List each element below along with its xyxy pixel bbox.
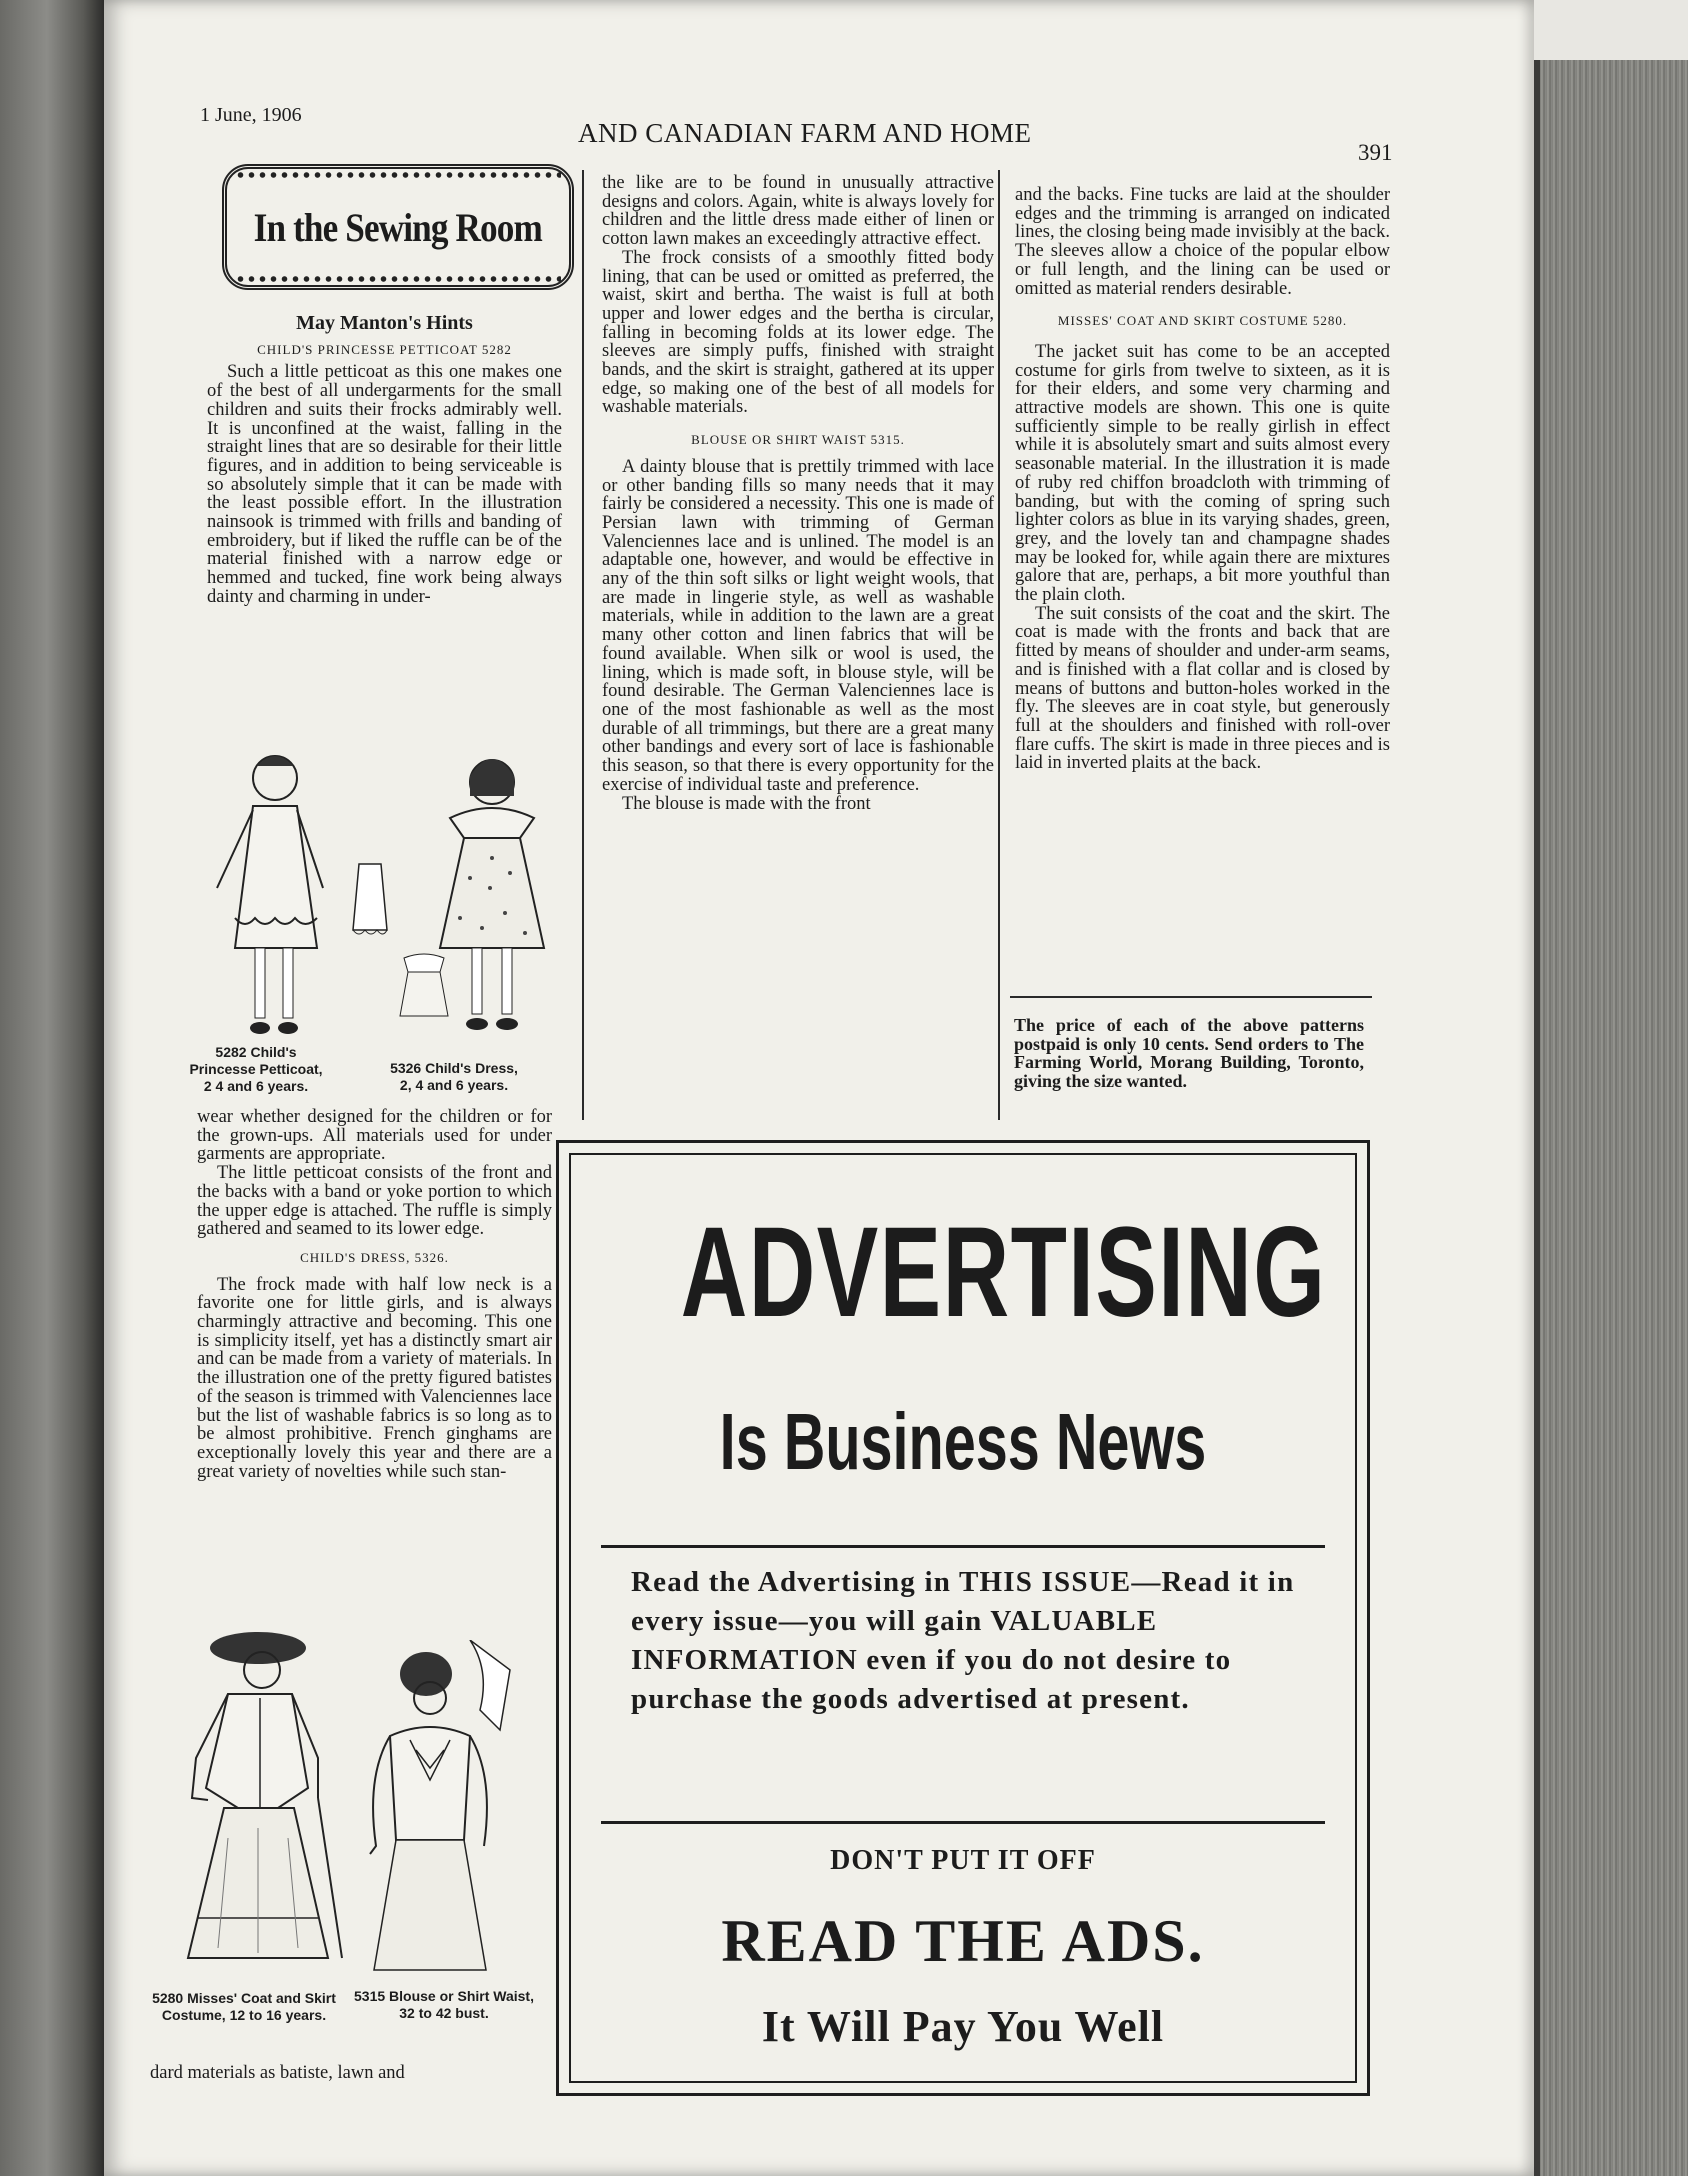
ad-pay-you-well: It Will Pay You Well bbox=[761, 2002, 1165, 2051]
column-1-middle bbox=[197, 1108, 552, 1481]
column-rule-1 bbox=[582, 170, 584, 1120]
illustration-coat-costume-5280 bbox=[168, 1618, 348, 1980]
paragraph-jacket-suit: The jacket suit has come to be an accepted costume for girls from twelve to sixteen, as it is for their elders, and some very charming and attractive models are shown. This one is quite sufficiently simple to be really girlish in effect while it is absolutely smart and suits almost every seasonable material. In the illustration it is made of ruby red chiffon broadcloth with trimming of banding, but with the coming of spring such lighter colors as blue in its varying shades, green, grey, and the lovely tan and champagne shades may be looked for, while again there are mixtures galore that are, perhaps, a bit more youthful than the plain cloth. bbox=[1015, 341, 1390, 606]
paragraph-dress: The frock made with half low neck is a favorite one for little girls, and is always charmingly attractive and becoming. This one is simplicity itself, yet has a distinctly smart air and can be made from a variety of materials. In the illustration one of the pretty figured batistes of the season is trimmed with Valenciennes lace but the list of washable fabrics is so long as to be almost prohibitive. French ginghams are exceptionally lovely this year and there are a great variety of novelties while such stan- bbox=[197, 1274, 552, 1482]
paragraph-attractive-designs: the like are to be found in unusually attractive designs and colors. Again, white is always lovely for children and the little dress made either of linen or cotton lawn makes an exceedingly attractive effect. bbox=[602, 173, 994, 250]
paragraph-standard-materials: dard materials as batiste, lawn and bbox=[150, 2063, 405, 2083]
ad-headline: ADVERTISING bbox=[680, 1201, 1327, 1344]
advertising-box bbox=[556, 1140, 1370, 2096]
paragraph-suit-construction: The suit consists of the coat and the skirt. The coat is made with the fronts and back that are fitted by means of shoulder and under-arm seams, and is finished with a flat collar and is closed by means of buttons and button-holes worked in the fly. The sleeves are in coat style, but generously full at the shoulders and finished with roll-over flare cuffs. The skirt is made in three pieces and is laid in inverted plaits at the back. bbox=[1015, 603, 1390, 774]
ad-rule-bottom bbox=[601, 1821, 1325, 1824]
paragraph-petticoat-construction: The little petticoat consists of the front and the backs with a band or yoke portion to which the upper edge is attached. The ruffle is simply gathered and seamed to its lower edge. bbox=[197, 1163, 552, 1240]
heading-blouse-5315: BLOUSE OR SHIRT WAIST 5315. bbox=[691, 432, 905, 448]
issue-date: 1 June, 1906 bbox=[200, 104, 302, 126]
illustration-blouse-5315 bbox=[360, 1640, 520, 1980]
caption-5315: 5315 Blouse or Shirt Waist, 32 to 42 bust. bbox=[354, 1988, 534, 2021]
column-1-bottom bbox=[150, 2064, 530, 2083]
ad-rule-top bbox=[601, 1545, 1325, 1548]
price-note-rule bbox=[1010, 996, 1372, 998]
paragraph-frock-construction: The frock consists of a smoothly fitted body lining, that can be used or omitted as preferred, the waist, skirt and bertha. The waist is full at both upper and lower edges and the bertha is circular, falling in becoming folds at its lower edge. The sleeves are simply puffs, finished with straight bands, and the skirt is straight, gathered at its upper edge, so making one of the best of all models for washable materials. bbox=[602, 247, 994, 418]
paragraph-backs-tucks: and the backs. Fine tucks are laid at the shoulder edges and the trimming is arranged on indicated lines, the closing being made invisibly at the back. The sleeves allow a choice of the popular elbow or full length, and the lining can be used or omitted as material renders desirable. bbox=[1015, 185, 1390, 299]
book-page-edges bbox=[1534, 60, 1688, 2176]
ad-subhead: Is Business News bbox=[719, 1397, 1207, 1486]
column-3 bbox=[1015, 186, 1390, 773]
paragraph-undergarments: wear whether designed for the children or for the grown-ups. All materials used for under garments are appropriate. bbox=[197, 1107, 552, 1165]
bead-border-bottom bbox=[235, 275, 561, 283]
heading-dress-5326: CHILD'S DRESS, 5326. bbox=[300, 1249, 449, 1265]
byline: May Manton's Hints bbox=[296, 312, 473, 334]
section-title-box bbox=[222, 164, 574, 290]
heading-coat-costume-5280: MISSES' COAT AND SKIRT COSTUME 5280. bbox=[1057, 313, 1348, 329]
bead-border-top bbox=[235, 171, 561, 179]
caption-5326: 5326 Child's Dress, 2, 4 and 6 years. bbox=[390, 1060, 518, 1093]
ad-body-text: Read the Advertising in THIS ISSUE—Read it in every issue—you will gain VALUABLE INFORMATION even if you do not desire to purchase the goods advertised at present. bbox=[631, 1566, 1295, 1715]
ad-dont-put-off: DON'T PUT IT OFF bbox=[830, 1845, 1096, 1876]
price-note: The price of each of the above patterns postpaid is only 10 cents. Send orders to The Farming World, Morang Building, Toronto, giving the size wanted. bbox=[1014, 1015, 1364, 1091]
advertising-inner-border bbox=[569, 1153, 1357, 2083]
paragraph-blouse-front: The blouse is made with the front bbox=[622, 793, 871, 814]
illustration-petticoat-detail bbox=[345, 860, 395, 960]
caption-5282: 5282 Child's Princesse Petticoat, 2 4 and 6 years. bbox=[189, 1044, 323, 1094]
paragraph-blouse: A dainty blouse that is prettily trimmed with lace or other banding fills so many needs that it may fairly be considered a necessity. This one is made of Persian lawn with trimming of German Valenciennes lace and is unlined. The model is an adaptable one, however, and would be effective in any of the thin soft silks or light weight wools, that are made in lingerie style, as well as washable materials, while in addition to the lawn are a great many other cotton and linen fabrics that will be found available. When silk or wool is used, the lining, which is made soft, in blouse style, will be found desirable. The German Valenciennes lace is one of the most fashionable as well as the most durable of all trimmings, but there are a great many other bandings and every sort of lace is fashionable this season, so that there is every opportunity for the exercise of individual taste and preference. bbox=[602, 456, 994, 795]
running-head: AND CANADIAN FARM AND HOME bbox=[578, 118, 1032, 148]
ad-read-the-ads: READ THE ADS. bbox=[721, 1908, 1205, 1974]
column-1-top bbox=[207, 314, 562, 607]
illustration-petticoat-5282 bbox=[205, 748, 335, 1048]
page-number: 391 bbox=[1358, 140, 1393, 165]
binding-gutter bbox=[0, 0, 104, 2176]
column-2 bbox=[602, 174, 994, 813]
column-rule-2 bbox=[998, 170, 1000, 1120]
heading-petticoat-5282: CHILD'S PRINCESSE PETTICOAT 5282 bbox=[257, 341, 512, 357]
section-title: In the Sewing Room bbox=[253, 204, 543, 250]
page-top-margin bbox=[1534, 0, 1688, 60]
illustration-dress-back-view bbox=[396, 952, 452, 1022]
caption-5280: 5280 Misses' Coat and Skirt Costume, 12 to 16 years. bbox=[152, 1990, 336, 2023]
paragraph-petticoat: Such a little petticoat as this one makes one of the best of all undergarments for the small children and suits their frocks admirably well. It is unconfined at the waist, falling in the straight lines that are so desirable for their little figures, and in addition to being serviceable is so absolutely simple that it can be made with the least possible effort. In the illustration nainsook is trimmed with frills and banding of embroidery, but if liked the ruffle can be of the material finished with a narrow edge or hemmed and tucked, fine work being always dainty and charming in under- bbox=[207, 362, 562, 607]
